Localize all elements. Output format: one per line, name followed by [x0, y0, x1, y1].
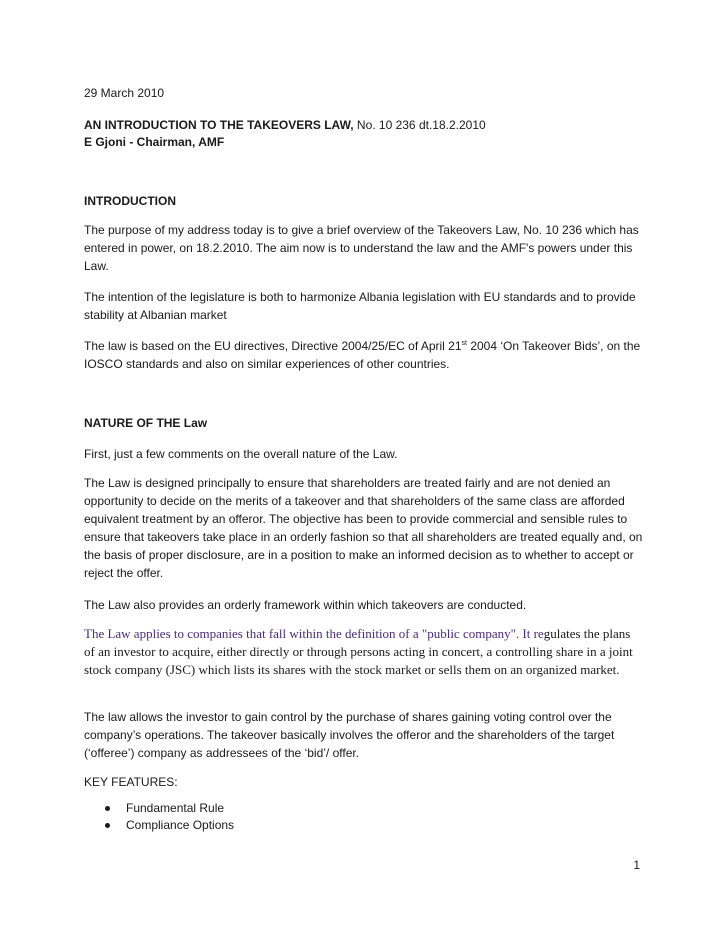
title-rest: No. 10 236 dt.18.2.2010 — [353, 118, 486, 132]
p4-rest-text: gulates the plans of an investor to acquire, either directly or through persons acting in concert, a controlling share in a joint stock company (JSC) which lists its shares with the stock market or sells them on an organized market. — [84, 626, 633, 677]
page-number: 1 — [633, 858, 640, 872]
nature-paragraph-1: First, just a few comments on the overall nature of the Law. — [84, 447, 398, 461]
document-author: E Gjoni - Chairman, AMF — [84, 135, 225, 149]
key-features-list — [84, 800, 484, 834]
title-bold: AN INTRODUCTION TO THE TAKEOVERS LAW, — [84, 118, 354, 132]
nature-paragraph-5: The law allows the investor to gain control by the purchase of shares gaining voting control over the company’s operations. The takeover basically involves the offeror and the shareholders of the target (‘offeree’) company as addressees of the ‘bid’/ offer. — [84, 710, 615, 760]
nature-paragraph-2: The Law is designed principally to ensure that shareholders are treated fairly and are not denied an opportunity to decide on the merits of a takeover and that shareholders of the same class are afforded equivalent treatment by an offeror. The objective has been to provide commercial and sensible rules to ensure that takeovers take place in an orderly fashion so that all shareholders are treated equally and, on the basis of proper disclosure, are in a position to make an informed decision as to whether to accept or reject the offer. — [84, 476, 643, 580]
introduction-paragraph-3 — [84, 337, 644, 373]
key-features-heading: KEY FEATURES: — [84, 775, 178, 789]
document-date: 29 March 2010 — [84, 86, 165, 100]
nature-heading: NATURE OF THE Law — [84, 416, 208, 430]
list-item-label: Compliance Options — [126, 818, 235, 832]
p3-text-before: The law is based on the EU directives, Directive 2004/25/EC of April 21 — [84, 339, 462, 353]
list-item — [84, 800, 484, 817]
p3-superscript: st — [461, 340, 467, 347]
introduction-heading: INTRODUCTION — [84, 194, 176, 208]
document-title — [84, 116, 684, 134]
list-item — [84, 817, 484, 834]
nature-paragraph-3: The Law also provides an orderly framework within which takeovers are conducted. — [84, 598, 527, 612]
p4-purple-text: The Law applies to companies that fall within the definition of a "public company". It re — [84, 626, 544, 641]
introduction-paragraph-1: The purpose of my address today is to give a brief overview of the Takeovers Law, No. 10 236 which has entered in power, on 18.2.2010. The aim now is to understand the law and the AMF's powers under this Law. — [84, 223, 639, 273]
bullet-icon — [105, 806, 110, 811]
list-item-label: Fundamental Rule — [126, 801, 225, 815]
p3-text-after: 2004 ‘On Takeover Bids’, on the IOSCO standards and also on similar experiences of other countries. — [84, 339, 641, 371]
introduction-paragraph-2: The intention of the legislature is both to harmonize Albania legislation with EU standards and to provide stability at Albanian market — [84, 290, 636, 322]
bullet-icon — [105, 823, 110, 828]
nature-paragraph-4 — [84, 625, 640, 679]
